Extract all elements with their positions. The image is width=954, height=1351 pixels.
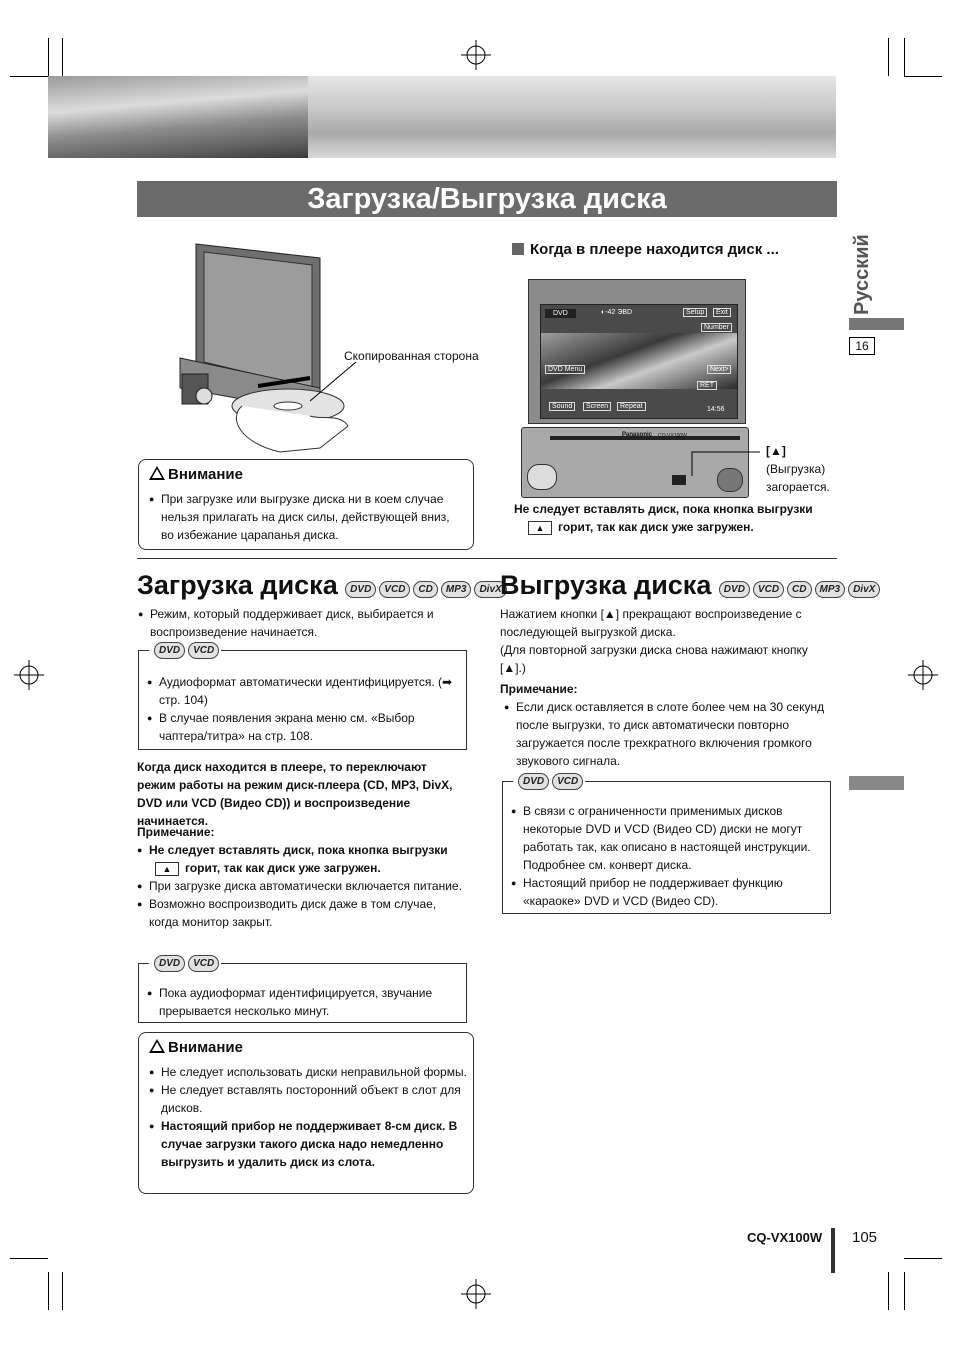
repeat-button[interactable]: Repeat (617, 402, 646, 411)
brand-label: Panasonic (622, 432, 653, 438)
format-badge: MP3 (815, 581, 846, 598)
registration-mark-icon (461, 1279, 491, 1309)
sound-button[interactable]: Sound (549, 402, 575, 411)
caution-box (138, 1032, 474, 1194)
return-button[interactable]: RET (697, 381, 717, 390)
caution-heading: Внимание (149, 466, 243, 483)
registration-mark-icon (461, 40, 491, 70)
model-label: CQ-VX100W (658, 433, 687, 439)
unload-note: Примечание: ● Если диск оставляется в слоте более чем на 30 секунд после выгрузки, то диск автоматически повторно загружается после трехкратного включения громкого звукового сигнала. (500, 680, 832, 770)
format-badge: DivX (474, 581, 506, 598)
language-label: Русский (851, 234, 873, 315)
box-formats: DVD VCD (149, 642, 221, 660)
eject-button[interactable] (672, 475, 686, 485)
number-button[interactable]: Number (701, 323, 732, 332)
caution-text: ● Не следует использовать диски неправильной формы. ● Не следует вставлять посторонний объект в слот для дисков. ● Настоящий прибор не поддерживает 8-см диск. В случае загрузки такого диска надо немедленно выгрузить и удалить диск из слота. (149, 1063, 467, 1171)
copied-side-label: Скопированная сторона (344, 349, 479, 363)
mode-label: DVD (545, 309, 576, 318)
volume-readout: ◐-42 ЭВD (601, 309, 633, 316)
crop-mark (904, 1272, 905, 1310)
dvd-vcd-box (138, 645, 467, 750)
crop-mark (904, 1258, 942, 1259)
crop-mark (888, 38, 889, 76)
monitor-screen (540, 304, 738, 419)
caution-box (138, 459, 474, 550)
load-note: Примечание: ● Не следует вставлять диск, пока кнопка выгрузки ▲ горит, так как диск уже загружен. ● При загрузке диска автоматически включается питание. ● Возможно воспроизводить диск даже в том случае, когда монитор закрыт. (137, 823, 467, 931)
format-badge: VCD (379, 581, 410, 598)
box-formats: DVD VCD (513, 773, 585, 791)
screen-button[interactable]: Screen (583, 402, 611, 411)
caution-text: ● При загрузке или выгрузке диска ни в коем случае нельзя прилагать на диск силы, действующей вниз, во избежание царапанья диска. (149, 490, 464, 544)
eject-callout-line (690, 450, 770, 480)
format-badge: MP3 (441, 581, 472, 598)
eject-callout: [▲] (Выгрузка) загорается. (766, 444, 830, 494)
footer-bar (831, 1228, 835, 1273)
format-badge: DVD (719, 581, 750, 598)
monitor-illustration (170, 238, 360, 456)
unload-heading: Выгрузка диска DVD VCD CD MP3 DivX (500, 570, 880, 601)
dvd-vcd-box (502, 776, 831, 914)
format-badge: DivX (848, 581, 880, 598)
exit-button[interactable]: Exit (713, 308, 731, 317)
format-badge: DVD (345, 581, 376, 598)
caution-heading: Внимание (149, 1039, 243, 1056)
header-banner-image (48, 76, 308, 158)
crop-mark (62, 1272, 63, 1310)
format-badge: CD (413, 581, 437, 598)
box-text: ● Аудиоформат автоматически идентифицируется. (➡ стр. 104) ● В случае появления экрана меню см. «Выбор чаптера/титра» на стр. 108. (147, 673, 457, 745)
section-number: 16 (849, 337, 875, 355)
crop-mark (888, 1272, 889, 1310)
next-button[interactable]: Next> (707, 365, 731, 374)
page-title: Загрузка/Выгрузка диска (137, 181, 837, 217)
box-text: ● В связи с ограниченности применимых дисков некоторые DVD и VCD (Видео CD) диски не могут работать так, как описано в настоящей инструкции. Подробнее см. конверт диска. ● Настоящий прибор не поддерживает функцию «караоке» DVD и VCD (Видео CD). (511, 802, 823, 910)
format-badge: VCD (753, 581, 784, 598)
load-bold-paragraph: Когда диск находится в плеере, то переключают режим работы на режим диск-плеера (CD, MP3, DivX, DVD или VCD (Видео CD)) и воспроизведение начинается. (137, 760, 453, 828)
monitor-frame (528, 279, 746, 424)
volume-knob[interactable] (527, 464, 557, 490)
language-tab (849, 225, 879, 325)
disc-in-player-heading: Когда в плеере находится диск ... (512, 241, 779, 258)
square-bullet-icon (512, 243, 524, 255)
unload-text: Нажатием кнопки [▲] прекращают воспроизведение с последующей выгрузкой диска. (Для повторной загрузки диска снова нажимают кнопку [▲].) (500, 607, 808, 675)
side-marker (849, 776, 904, 790)
crop-mark (48, 1272, 49, 1310)
load-intro: ● Режим, который поддерживает диск, выбирается и воспроизведение начинается. (138, 605, 458, 641)
warning-icon (149, 466, 165, 480)
section-divider (137, 558, 837, 559)
load-heading: Загрузка диска DVD VCD CD MP3 DivX (137, 570, 507, 601)
crop-mark (10, 1258, 48, 1259)
format-badge: CD (787, 581, 811, 598)
warning-icon (149, 1039, 165, 1053)
registration-mark-icon (14, 660, 44, 690)
crop-mark (10, 76, 48, 77)
crop-mark (904, 76, 942, 77)
crop-mark (62, 38, 63, 76)
dvd-vcd-box (138, 958, 467, 1023)
crop-mark (904, 38, 905, 76)
box-text: ● Пока аудиоформат идентифицируется, звучание прерывается несколько минут. (147, 984, 457, 1020)
registration-mark-icon (908, 660, 938, 690)
box-formats: DVD VCD (149, 955, 221, 973)
page-number: 105 (852, 1229, 878, 1246)
dvd-menu-button[interactable]: DVD Menu (545, 365, 585, 374)
eject-icon: ▲ (528, 521, 552, 535)
top-right-note: Не следует вставлять диск, пока кнопка выгрузки ▲ горит, так как диск уже загружен. (514, 502, 813, 534)
setup-button[interactable]: Setup (683, 308, 707, 317)
crop-mark (48, 38, 49, 76)
eject-icon: ▲ (155, 862, 179, 876)
side-marker (849, 318, 904, 330)
model-name: CQ-VX100W (747, 1230, 823, 1245)
clock-readout: 14:56 (707, 406, 725, 413)
